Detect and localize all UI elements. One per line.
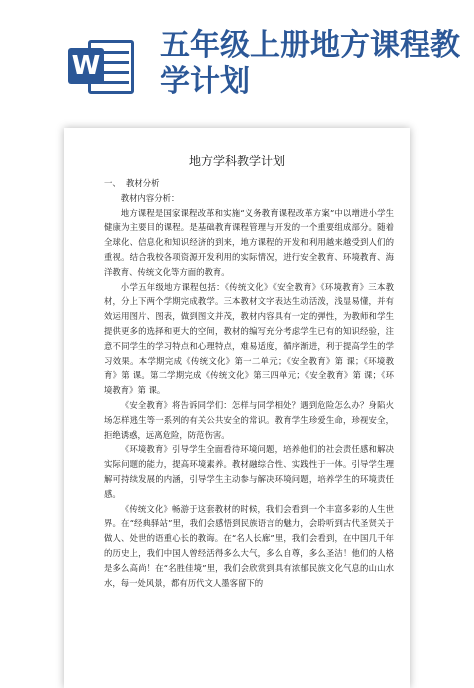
paragraph: 地方课程是国家课程改革和实施“义务教育课程改革方案”中以增进小学生健康为主要目的课程。是基础教育课程管理与开发的一个重要组成部分。随着全球化、信息化和知识经济的到来，地方课程的开发和利用越来越受到人们的重视。结合我校各项资源开发利用的实际情况，进行安全教育、环境教育、海洋教育、传统文化等方面的教育。 <box>104 207 394 277</box>
banner <box>0 0 474 110</box>
subheading: 教材内容分析： <box>120 192 180 203</box>
section-heading-text: 教材分析 <box>126 178 160 188</box>
document-page <box>64 128 410 688</box>
paragraph: 《安全教育》将告诉同学们：怎样与同学相处？遇到危险怎么办？身陷火场怎样逃生等一系列的有关公共安全的常识。教育学生珍爱生命，珍视安全，拒绝诱惑，远离危险，防范伤害。 <box>104 399 394 440</box>
paragraph: 《传统文化》畅游于这套教材的时候，我们会看到一个丰富多彩的人生世界。在“经典驿站”里，我们会感悟到民族语言的魅力，会聆听到古代圣贤关于做人、处世的语重心长的教诲。在“名人长廊”里，我们会看到，在中国几千年的历史上，我们中国人曾经活得多么大气，多么自尊，多么圣洁！他们的人格是多么高尚！在“名胜佳境”里，我们会欣赏到具有浓郁民族文化气息的山山水水，每一处风景，都有历代文人墨客留下的 <box>104 503 394 588</box>
document-title: 地方学科教学计划 <box>188 154 285 168</box>
word-icon-badge: W <box>68 48 104 84</box>
section-number: 一、 <box>104 178 121 188</box>
document-body <box>104 176 394 590</box>
word-icon <box>68 34 138 100</box>
paragraph: 《环境教育》引导学生全面看待环境问题，培养他们的社会责任感和解决实际问题的能力，提高环境素养。教材融综合性、实践性于一体。引导学生理解可持续发展的内涵，引导学生主动参与解决环境问题，培养学生的环境责任感。 <box>104 444 394 499</box>
paragraph: 小学五年级地方课程包括：《传统文化》《安全教育》《环境教育》三本教材，分上下两个学期完成教学。三本教材文字表达生动活泼，浅显易懂，并有效运用图片、图表，做到图文并茂，教材内容具有一定的弹性，为教师和学生提供更多的选择和更大的空间，教材的编写充分考虑学生已有的知识经验，注意不同学生的学习特点和心理特点，难易适度，循序渐进，利于提高学生的学习效果。本学期完成《传统文化》第一二单元；《安全教育》第 课；《环境教育》第 课。第二学期完成《传统文化》第三四单元；《安全教育》第 课；《环境教育》第 课。 <box>104 281 394 396</box>
banner-title: 五年级上册地方课程教学计划 <box>160 28 460 99</box>
section-heading <box>104 176 394 191</box>
